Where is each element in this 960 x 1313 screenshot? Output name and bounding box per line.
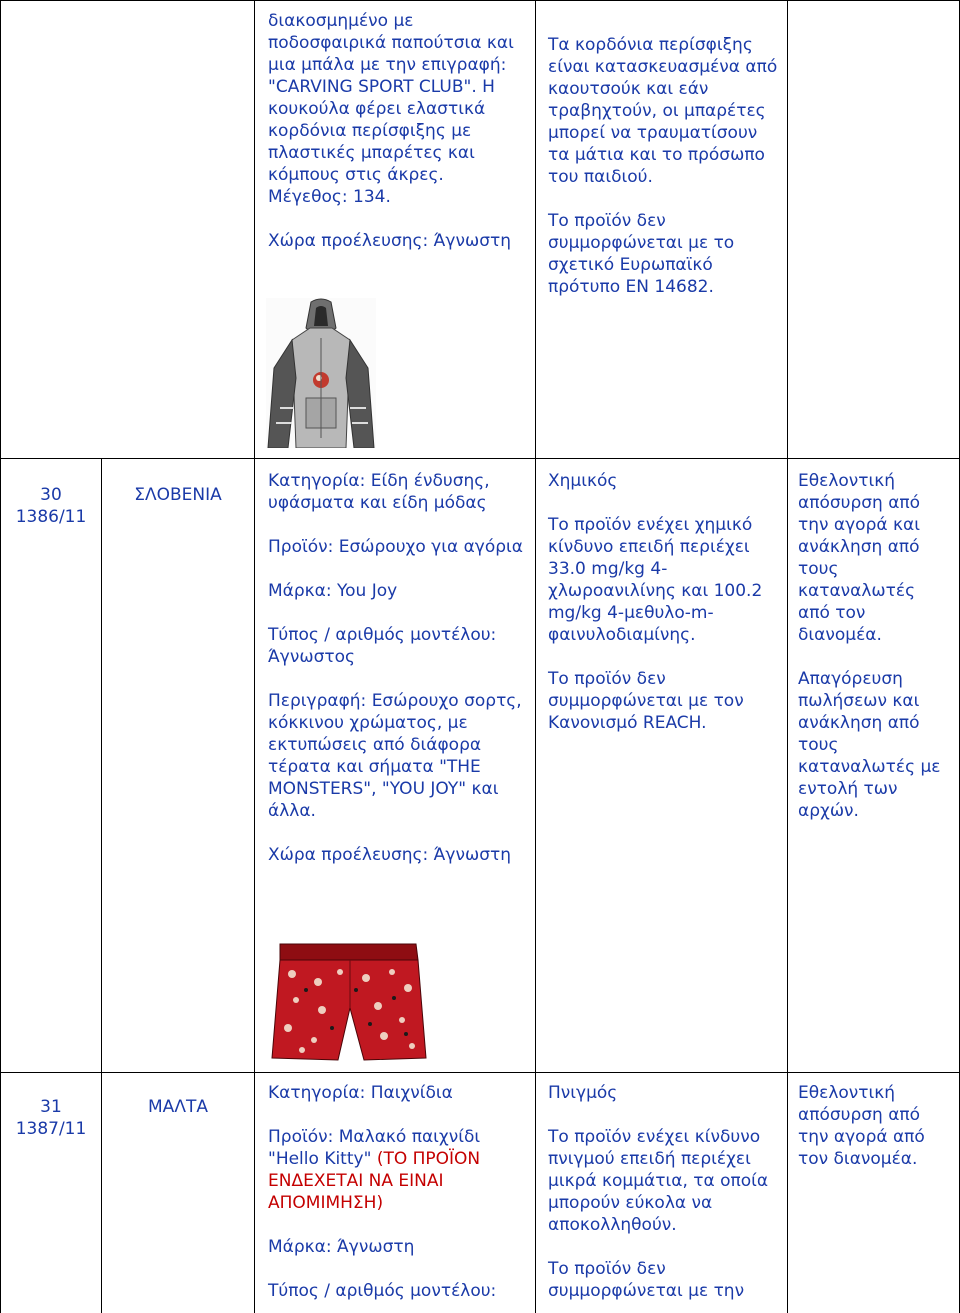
row31-product [268,1126,530,1214]
row30-model: Τύπος / αριθμός μοντέλου: Άγνωστος [268,625,497,667]
row-divider-30 [1,458,959,459]
row30-measures-compulsory: Απαγόρευση πωλήσεων και ανάκληση από τους καταναλωτές με εντολή των αρχών. [798,669,941,821]
divider-col4 [787,0,788,1313]
row31-measures-cell [798,1082,948,1170]
row30-origin: Χώρα προέλευσης: Άγνωστη [268,845,511,865]
row30-product-image [266,938,432,1066]
row31-ref: 1387/11 [15,1119,87,1139]
row29-product-cell [268,10,530,252]
row30-country-cell [102,484,254,506]
row29-description-tail: διακοσμημένο με ποδοσφαιρικά παπούτσια και μια μπάλα με την επιγραφή: "CARVING SPORT CLUB". Η κουκούλα φέρει ελαστικά κορδόνια περίσφιξης με πλαστικές μπαρέτες και κόμπους στις άκρες. [268,11,514,185]
row30-measures-cell [798,470,948,822]
row30-description: Περιγραφή: Εσώρουχο σορτς, κόκκινου χρώματος, με εκτυπώσεις από διάφορα τέρατα και σήματα "THE MONSTERS", "YOU JOY" και άλλα. [268,691,522,821]
border-top [1,0,959,1]
row30-number-cell [2,484,100,528]
row30-risk-text: Το προϊόν ενέχει χημικό κίνδυνο επειδή περιέχει 33.0 mg/kg 4-χλωροανιλίνης και 100.2 mg/kg 4-μεθυλο-m-φαινυλοδιαμίνης. [548,515,763,645]
row29-product-image [266,298,376,448]
row31-brand: Μάρκα: Άγνωστη [268,1237,415,1257]
row29-risk-cell [548,34,780,298]
row30-category: Κατηγορία: Είδη ένδυσης, υφάσματα και είδη μόδας [268,471,490,513]
row31-risk-type: Πνιγμός [548,1083,618,1103]
red-boxer-shorts-icon [266,938,432,1066]
row-divider-31 [1,1072,959,1073]
row30-country: ΣΛΟΒΕΝΙΑ [134,485,222,505]
row29-size: Μέγεθος: 134. [268,187,391,207]
divider-col2 [254,0,255,1313]
row30-brand: Μάρκα: You Joy [268,581,398,601]
row31-risk-conformity: Το προϊόν δεν συμμορφώνεται με την [548,1259,745,1301]
row30-product-cell [268,470,530,866]
row30-product: Προϊόν: Εσώρουχο για αγόρια [268,537,523,557]
row30-number: 30 [40,485,62,505]
row31-product-name: Προϊόν: Μαλακό παιχνίδι "Hello Kitty" [268,1127,481,1169]
divider-col3 [535,0,536,1313]
row31-country: ΜΑΛΤΑ [148,1097,208,1117]
row31-model: Τύπος / αριθμός μοντέλου: [268,1281,497,1301]
border-left [0,0,1,1313]
row30-measures-voluntary: Εθελοντική απόσυρση από την αγορά και ανάκληση από τους καταναλωτές από τον διανομέα. [798,471,921,645]
row31-number-cell [2,1096,100,1140]
row31-number: 31 [40,1097,62,1117]
row31-risk-text: Το προϊόν ενέχει κίνδυνο πνιγμού επειδή περιέχει μικρά κομμάτια, τα οποία μπορούν εύκολα να αποκολληθούν. [548,1127,769,1235]
row31-risk-cell [548,1082,780,1302]
row31-measures: Εθελοντική απόσυρση από την αγορά από τον διανομέα. [798,1083,925,1169]
row29-risk-text: Τα κορδόνια περίσφιξης είναι κατασκευασμένα από καουτσούκ και εάν τραβηχτούν, οι μπαρέτες μπορεί να τραυματίσουν τα μάτια και το πρόσωπο του παιδιού. [548,35,778,187]
grey-hooded-jacket-icon [266,298,376,448]
divider-col1 [101,458,102,1313]
row30-risk-cell [548,470,780,734]
row29-risk-conformity: Το προϊόν δεν συμμορφώνεται με το σχετικό Ευρωπαϊκό πρότυπο EN 14682. [548,211,735,297]
row30-risk-type: Χημικός [548,471,618,491]
row31-imitation-warning: (ΤΟ ΠΡΟΪΟΝ ΕΝΔΕΧΕΤΑΙ ΝΑ ΕΙΝΑΙ ΑΠΟΜΙΜΗΣΗ) [268,1149,481,1213]
row29-origin: Χώρα προέλευσης: Άγνωστη [268,231,511,251]
row30-ref: 1386/11 [15,507,87,527]
row31-category: Κατηγορία: Παιχνίδια [268,1083,453,1103]
row30-risk-conformity: Το προϊόν δεν συμμορφώνεται με τον Κανονισμό REACH. [548,669,744,733]
row31-country-cell [102,1096,254,1118]
row31-product-cell [268,1082,530,1302]
